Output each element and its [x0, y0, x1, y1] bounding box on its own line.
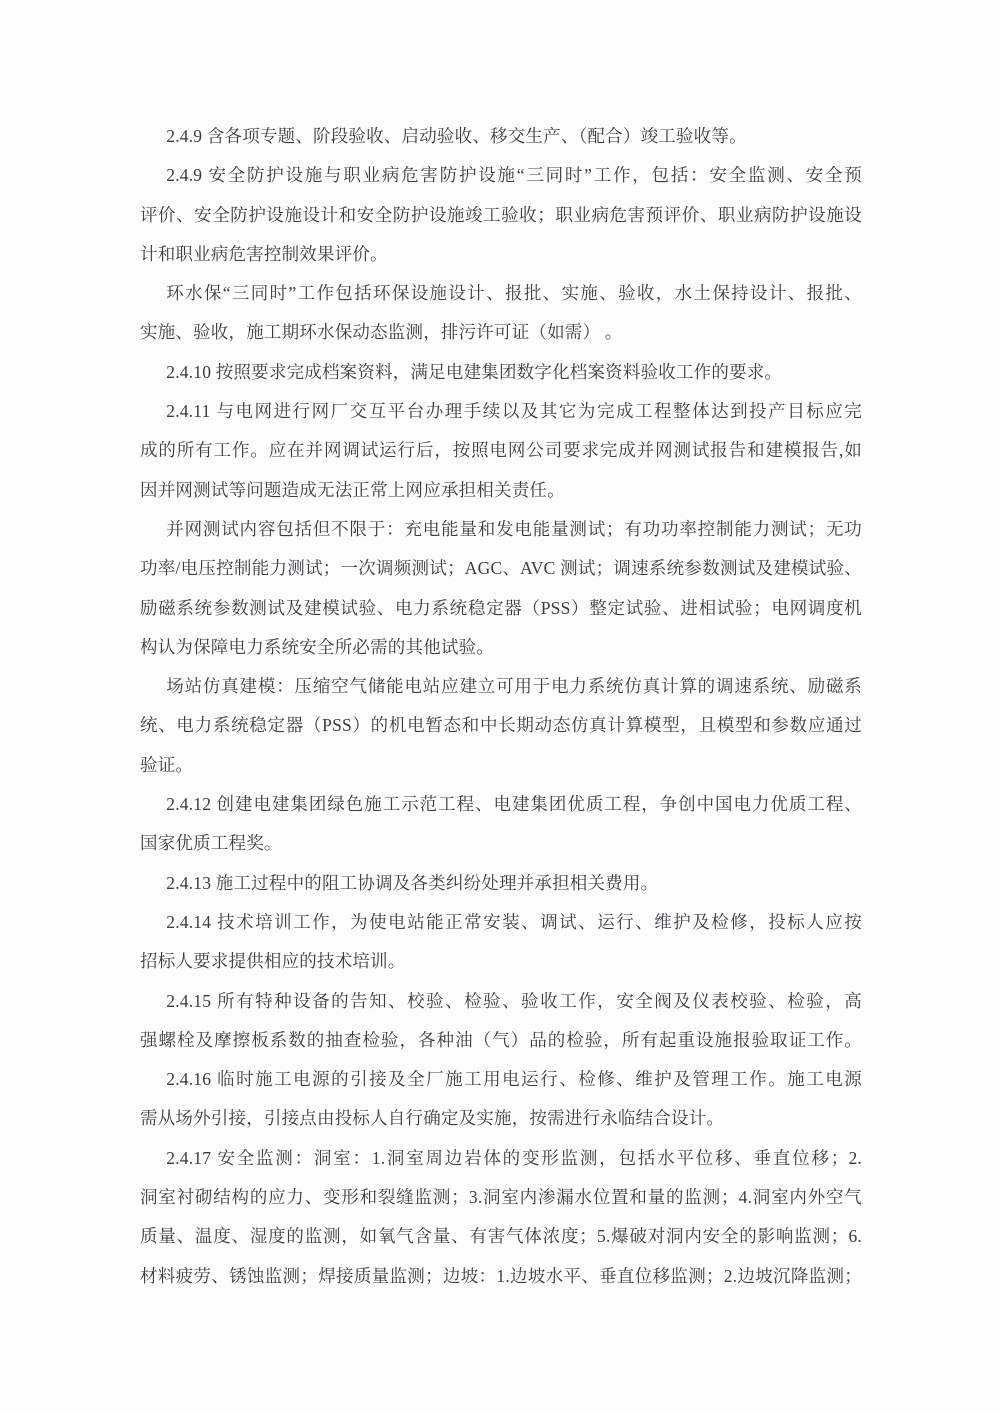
- text-line: 需从场外引接，引接点由投标人自行确定及实施，按需进行永临结合设计。: [140, 1108, 725, 1129]
- text-line: 构认为保障电力系统安全所必需的其他试验。: [140, 636, 494, 657]
- text-line: 功率/电压控制能力测试；一次调频测试；AGC、AVC 测试；调速系统参数测试及建模试验、: [140, 558, 862, 579]
- text-line: 计和职业病危害控制效果评价。: [140, 243, 388, 264]
- text-line: 实施、验收，施工期环水保动态监测，排污许可证（如需） 。: [140, 322, 623, 343]
- text-line: 2.4.9 安全防护设施与职业病危害防护设施“三同时”工作，包括：安全监测、安全预: [166, 165, 862, 186]
- text-line: 2.4.9 含各项专题、阶段验收、启动验收、移交生产、（配合）竣工验收等。: [166, 126, 747, 146]
- text-line: 2.4.10 按照要求完成档案资料，满足电建集团数字化档案资料验收工作的要求。: [166, 361, 783, 382]
- text-line: 质量、温度、湿度的监测，如氧气含量、有害气体浓度；5.爆破对洞内安全的影响监测；6.: [140, 1226, 862, 1247]
- text-line: 因并网测试等问题造成无法正常上网应承担相关责任。: [140, 479, 565, 500]
- text-line: 强螺栓及摩擦板系数的抽查检验，各种油（气）品的检验，所有起重设施报验取证工作。: [140, 1029, 862, 1050]
- text-line: 并网测试内容包括但不限于：充电能量和发电能量测试；有功功率控制能力测试；无功: [166, 518, 862, 539]
- text-line: 招标人要求提供相应的技术培训。: [140, 951, 406, 972]
- text-line: 统、电力系统稳定器（PSS）的机电暂态和中长期动态仿真计算模型，且模型和参数应通过: [140, 715, 862, 736]
- text-line: 环水保“三同时”工作包括环保设施设计、报批、实施、验收，水土保持设计、报批、: [166, 283, 862, 304]
- text-line: 2.4.16 临时施工电源的引接及全厂施工用电运行、检修、维护及管理工作。施工电源: [166, 1069, 862, 1090]
- text-line: 2.4.13 施工过程中的阻工协调及各类纠纷处理并承担相关费用。: [166, 872, 659, 893]
- text-line: 验证。: [140, 754, 194, 775]
- text-line: 励磁系统参数测试及建模试验、电力系统稳定器（PSS）整定试验、进相试验；电网调度机: [140, 597, 862, 618]
- text-line: 材料疲劳、锈蚀监测；焊接质量监测；边坡：1.边坡水平、垂直位移监测；2.边坡沉降监测；: [140, 1265, 862, 1286]
- text-line: 2.4.14 技术培训工作，为使电站能正常安装、调试、运行、维护及检修，投标人应按: [166, 911, 862, 932]
- text-line: 洞室衬砌结构的应力、变形和裂缝监测；3.洞室内渗漏水位置和量的监测；4.洞室内外空气: [140, 1187, 862, 1208]
- text-line: 评价、安全防护设施设计和安全防护设施竣工验收；职业病危害预评价、职业病防护设施设: [140, 204, 862, 225]
- text-line: 成的所有工作。应在并网调试运行后，按照电网公司要求完成并网测试报告和建模报告,如: [140, 440, 862, 461]
- text-line: 2.4.17 安全监测：洞室：1.洞室周边岩体的变形监测，包括水平位移、垂直位移；2.: [166, 1147, 862, 1168]
- text-line: 国家优质工程奖。: [140, 833, 282, 854]
- text-line: 2.4.12 创建电建集团绿色施工示范工程、电建集团优质工程，争创中国电力优质工程、: [166, 794, 862, 815]
- document-body: [140, 117, 862, 1296]
- text-line: 场站仿真建模：压缩空气储能电站应建立可用于电力系统仿真计算的调速系统、励磁系: [166, 676, 862, 697]
- text-line: 2.4.15 所有特种设备的告知、校验、检验、验收工作，安全阀及仪表校验、检验，高: [166, 990, 862, 1011]
- text-line: 2.4.11 与电网进行网厂交互平台办理手续以及其它为完成工程整体达到投产目标应完: [166, 401, 862, 422]
